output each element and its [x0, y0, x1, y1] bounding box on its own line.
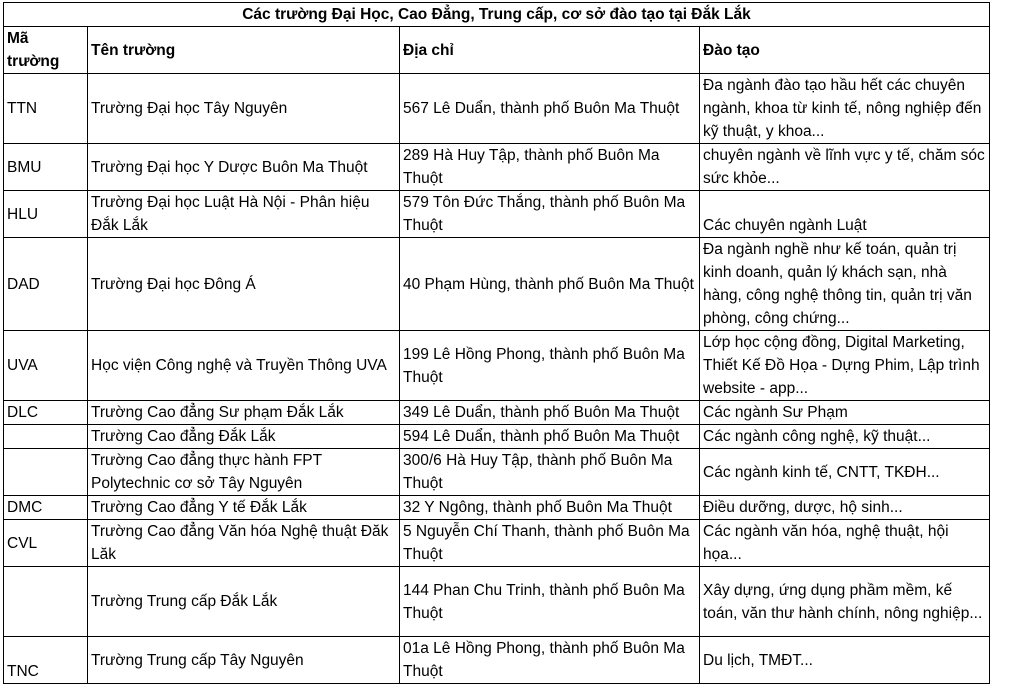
cell-address[interactable]: 349 Lê Duẩn, thành phố Buôn Ma Thuột: [400, 401, 700, 425]
table-row: [4, 74, 990, 144]
cell-address[interactable]: 01a Lê Hồng Phong, thành phố Buôn Ma Thuột: [400, 637, 700, 684]
cell-programs[interactable]: Các ngành Sư Phạm: [700, 401, 990, 425]
schools-table: [3, 2, 990, 684]
cell-address[interactable]: 594 Lê Duẩn, thành phố Buôn Ma Thuột: [400, 425, 700, 449]
table-title[interactable]: Các trường Đại Học, Cao Đẳng, Trung cấp, cơ sở đào tạo tại Đắk Lắk: [4, 3, 990, 27]
cell-programs[interactable]: Các ngành công nghệ, kỹ thuật...: [700, 425, 990, 449]
cell-code[interactable]: HLU: [4, 191, 88, 238]
table-row: [4, 496, 990, 520]
cell-code[interactable]: DAD: [4, 238, 88, 331]
cell-name[interactable]: Trường Đại học Y Dược Buôn Ma Thuột: [88, 144, 400, 191]
cell-programs[interactable]: Các ngành kinh tế, CNTT, TKĐH...: [700, 449, 990, 496]
cell-code[interactable]: TTN: [4, 74, 88, 144]
cell-programs[interactable]: Du lịch, TMĐT...: [700, 637, 990, 684]
table-row: [4, 238, 990, 331]
cell-name[interactable]: Trường Đại học Đông Á: [88, 238, 400, 331]
cell-programs[interactable]: chuyên ngành về lĩnh vực y tế, chăm sóc sức khỏe...: [700, 144, 990, 191]
cell-address[interactable]: 289 Hà Huy Tập, thành phố Buôn Ma Thuột: [400, 144, 700, 191]
cell-address[interactable]: 199 Lê Hồng Phong, thành phố Buôn Ma Thuột: [400, 331, 700, 401]
cell-code[interactable]: DLC: [4, 401, 88, 425]
cell-name[interactable]: Trường Cao đẳng Đắk Lắk: [88, 425, 400, 449]
cell-name[interactable]: Trường Đại học Tây Nguyên: [88, 74, 400, 144]
cell-code[interactable]: CVL: [4, 520, 88, 567]
cell-name[interactable]: Học viện Công nghệ và Truyền Thông UVA: [88, 331, 400, 401]
table-row: [4, 567, 990, 637]
cell-name[interactable]: Trường Trung cấp Tây Nguyên: [88, 637, 400, 684]
cell-programs[interactable]: Xây dựng, ứng dụng phầm mềm, kế toán, văn thư hành chính, nông nghiệp...: [700, 567, 990, 637]
header-row: [4, 27, 990, 74]
cell-code[interactable]: [4, 425, 88, 449]
cell-programs[interactable]: Các chuyên ngành Luật: [700, 191, 990, 238]
cell-code[interactable]: TNC: [4, 637, 88, 684]
header-name[interactable]: Tên trường: [88, 27, 400, 74]
cell-code[interactable]: UVA: [4, 331, 88, 401]
table-row: [4, 637, 990, 684]
cell-code[interactable]: BMU: [4, 144, 88, 191]
cell-code[interactable]: DMC: [4, 496, 88, 520]
table-row: [4, 449, 990, 496]
header-code[interactable]: Mã trường: [4, 27, 88, 74]
cell-name[interactable]: Trường Cao đẳng thực hành FPT Polytechnic cơ sở Tây Nguyên: [88, 449, 400, 496]
cell-address[interactable]: 32 Y Ngông, thành phố Buôn Ma Thuột: [400, 496, 700, 520]
table-row: [4, 331, 990, 401]
cell-name[interactable]: Trường Cao đẳng Y tế Đắk Lắk: [88, 496, 400, 520]
header-programs[interactable]: Đào tạo: [700, 27, 990, 74]
cell-address[interactable]: 40 Phạm Hùng, thành phố Buôn Ma Thuột: [400, 238, 700, 331]
cell-code[interactable]: [4, 567, 88, 637]
cell-address[interactable]: 300/6 Hà Huy Tập, thành phố Buôn Ma Thuột: [400, 449, 700, 496]
cell-address[interactable]: 567 Lê Duẩn, thành phố Buôn Ma Thuột: [400, 74, 700, 144]
header-address[interactable]: Địa chỉ: [400, 27, 700, 74]
cell-programs[interactable]: Đa ngành đào tạo hầu hết các chuyên ngành, khoa từ kinh tế, nông nghiệp đến kỹ thuật, y khoa...: [700, 74, 990, 144]
cell-name[interactable]: Trường Cao đẳng Văn hóa Nghệ thuật Đăk Lăk: [88, 520, 400, 567]
cell-programs[interactable]: Điều dưỡng, dược, hộ sinh...: [700, 496, 990, 520]
table-row: [4, 144, 990, 191]
table-row: [4, 401, 990, 425]
cell-code[interactable]: [4, 449, 88, 496]
cell-name[interactable]: Trường Đại học Luật Hà Nội - Phân hiệu Đắk Lắk: [88, 191, 400, 238]
table-row: [4, 520, 990, 567]
cell-programs[interactable]: Các ngành văn hóa, nghệ thuật, hội họa...: [700, 520, 990, 567]
table-row: [4, 191, 990, 238]
cell-address[interactable]: 144 Phan Chu Trinh, thành phố Buôn Ma Thuột: [400, 567, 700, 637]
cell-programs[interactable]: Đa ngành nghề như kế toán, quản trị kinh doanh, quản lý khách sạn, nhà hàng, công nghệ thông tin, quản trị văn phòng, công chứng...: [700, 238, 990, 331]
cell-programs[interactable]: Lớp học cộng đồng, Digital Marketing, Thiết Kế Đồ Họa - Dựng Phim, Lập trình website - app...: [700, 331, 990, 401]
cell-address[interactable]: 5 Nguyễn Chí Thanh, thành phố Buôn Ma Thuột: [400, 520, 700, 567]
cell-name[interactable]: Trường Trung cấp Đắk Lắk: [88, 567, 400, 637]
cell-address[interactable]: 579 Tôn Đức Thắng, thành phố Buôn Ma Thuột: [400, 191, 700, 238]
table-row: [4, 425, 990, 449]
cell-name[interactable]: Trường Cao đẳng Sư phạm Đắk Lắk: [88, 401, 400, 425]
